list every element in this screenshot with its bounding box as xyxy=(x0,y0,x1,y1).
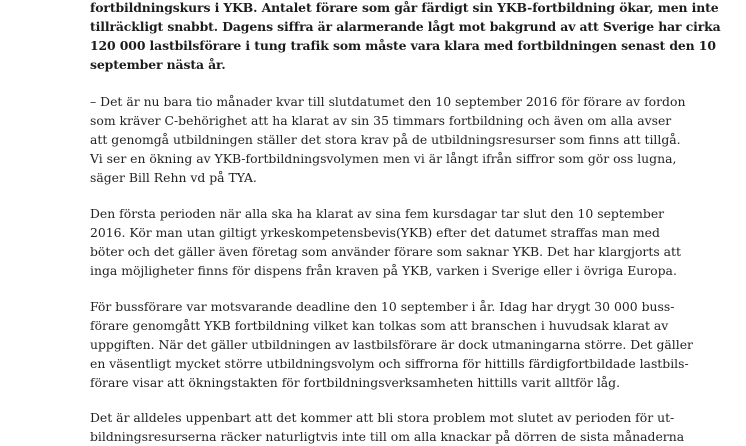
paragraph-line: som kräver C-behörighet att ha klarat av sin 35 timmars fortbildning och även om alla avser xyxy=(90,113,672,128)
paragraph-line: Det är alldeles uppenbart att det kommer att bli stora problem mot slutet av perioden för ut- xyxy=(90,410,675,425)
paragraph-line: säger Bill Rehn vd på TYA. xyxy=(90,170,257,185)
lead-line: tillräckligt snabbt. Dagens siffra är alarmerande lågt mot bakgrund av att Sverige har cirka xyxy=(90,19,721,34)
paragraph-line: att genomgå utbildningen ställer det stora krav på de utbildningsresurser som finns att tillgå. xyxy=(90,132,681,147)
paragraph-line: förare genomgått YKB fortbildning vilket kan tolkas som att branschen i huvudsak klarat av xyxy=(90,318,669,333)
lead-line: fortbildningskurs i YKB. Antalet förare som går färdigt sin YKB-fortbildning ökar, men inte xyxy=(90,0,719,15)
paragraph-line: inga möjligheter finns för dispens från kraven på YKB, varken i Sverige eller i övriga Europa. xyxy=(90,263,677,278)
lead-line: september nästa år. xyxy=(90,57,226,72)
paragraph-line: Den första perioden när alla ska ha klarat av sina fem kursdagar tar slut den 10 september xyxy=(90,206,665,221)
paragraph-line: förare visar att ökningstakten för fortbildningsverksamheten hittills varit alltför låg. xyxy=(90,375,621,390)
paragraph-line: 2016. Kör man utan giltigt yrkeskompetensbevis(YKB) efter det datumet straffas man med xyxy=(90,225,660,240)
paragraph-line: böter och det gäller även företag som använder förare som saknar YKB. Det har klargjorts att xyxy=(90,244,681,259)
paragraph-line: Vi ser en ökning av YKB-fortbildningsvolymen men vi är långt ifrån siffror som gör oss lugna, xyxy=(90,151,677,166)
lead-line: 120 000 lastbilsförare i tung trafik som måste vara klara med fortbildningen senast den 10 xyxy=(90,38,716,53)
paragraph-line: – Det är nu bara tio månader kvar till slutdatumet den 10 september 2016 för förare av fordon xyxy=(90,94,686,109)
paragraph-line: uppgiften. När det gäller utbildningen av lastbilsförare är dock utmaningarna större. Det gäller xyxy=(90,337,693,352)
paragraph-line: För bussförare var motsvarande deadline den 10 september i år. Idag har drygt 30 000 buss- xyxy=(90,299,675,314)
paragraph-line: bildningsresurserna räcker naturligtvis inte till om alla knackar på dörren de sista månaderna xyxy=(90,429,685,444)
paragraph-line: en väsentligt mycket större utbildningsvolym och siffrorna för hittills färdigfortbildade lastbils- xyxy=(90,356,689,371)
